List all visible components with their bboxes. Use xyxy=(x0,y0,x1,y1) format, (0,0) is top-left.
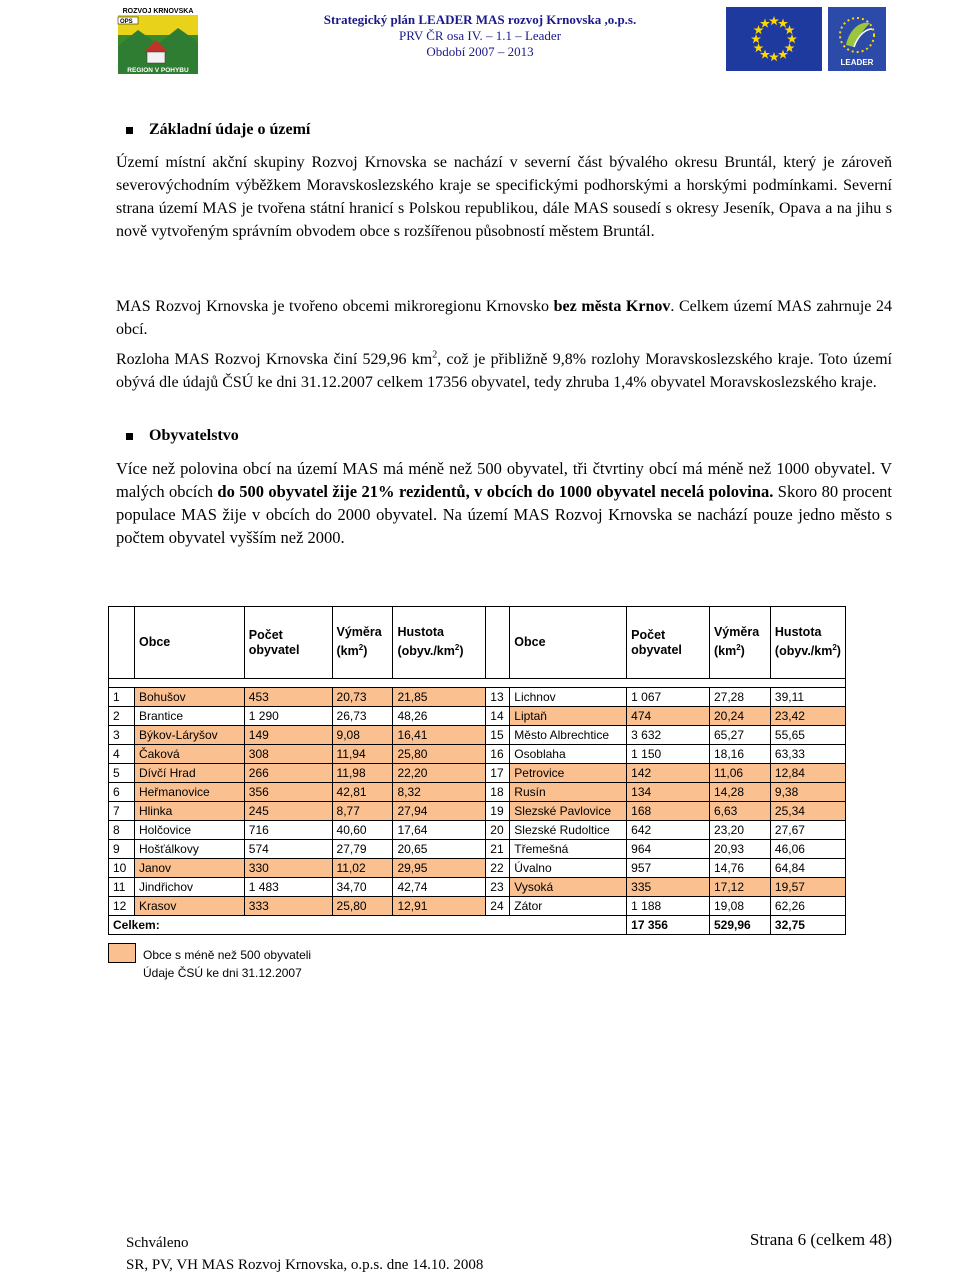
cell-area: 8,77 xyxy=(332,802,393,821)
cell-area: 14,76 xyxy=(709,859,770,878)
cell-dens: 23,42 xyxy=(770,707,845,726)
svg-text:OPS: OPS xyxy=(120,19,133,25)
cell-dens: 29,95 xyxy=(393,859,486,878)
cell-pop: 266 xyxy=(244,764,332,783)
cell-n: 9 xyxy=(109,840,135,859)
municipalities-table xyxy=(108,606,846,935)
cell-name: Holčovice xyxy=(134,821,244,840)
cell-name: Osoblaha xyxy=(510,745,627,764)
total-area: 529,96 xyxy=(709,916,770,935)
total-pop: 17 356 xyxy=(627,916,710,935)
header-close: ) xyxy=(740,644,745,659)
cell-name: Úvalno xyxy=(510,859,627,878)
header-pocet-right xyxy=(627,607,710,679)
cell-dens: 27,67 xyxy=(770,821,845,840)
cell-pop: 333 xyxy=(244,897,332,916)
total-label: Celkem: xyxy=(109,916,627,935)
p3-text-a: Rozloha MAS Rozvoj Krnovska činí 529,96 km xyxy=(116,351,433,368)
cell-pop: 1 188 xyxy=(627,897,710,916)
table-spacer-row xyxy=(109,679,846,688)
header-pocet-line1: Počet xyxy=(248,627,283,642)
cell-n: 12 xyxy=(109,897,135,916)
cell-area: 20,24 xyxy=(709,707,770,726)
cell-name: Brantice xyxy=(134,707,244,726)
cell-n: 20 xyxy=(486,821,510,840)
cell-dens: 21,85 xyxy=(393,688,486,707)
cell-dens: 19,57 xyxy=(770,878,845,897)
cell-pop: 964 xyxy=(627,840,710,859)
cell-dens: 16,41 xyxy=(393,726,486,745)
footer-approved: Schváleno xyxy=(126,1235,189,1251)
cell-area: 25,80 xyxy=(332,897,393,916)
cell-area: 20,73 xyxy=(332,688,393,707)
logo-graphic xyxy=(116,6,200,74)
cell-pop: 134 xyxy=(627,783,710,802)
cell-dens: 63,33 xyxy=(770,745,845,764)
cell-n: 24 xyxy=(486,897,510,916)
cell-name: Krasov xyxy=(134,897,244,916)
table-body xyxy=(109,688,846,916)
header-vymera-line2: (km xyxy=(713,644,737,659)
cell-dens: 48,26 xyxy=(393,707,486,726)
cell-name: Třemešná xyxy=(510,840,627,859)
header-vymera-right xyxy=(709,607,770,679)
cell-pop: 453 xyxy=(244,688,332,707)
header-obce-left: Obce xyxy=(134,607,244,679)
table-row xyxy=(109,783,846,802)
p2-text-c: . Celkem území MAS zahrnuje 24 obcí. xyxy=(116,298,892,338)
cell-n: 6 xyxy=(109,783,135,802)
eu-flag-icon xyxy=(726,7,822,71)
header-hustota-left xyxy=(393,607,486,679)
cell-pop: 3 632 xyxy=(627,726,710,745)
cell-pop: 1 067 xyxy=(627,688,710,707)
document-header xyxy=(250,12,710,60)
cell-n: 21 xyxy=(486,840,510,859)
cell-n: 23 xyxy=(486,878,510,897)
svg-text:REGION V POHYBU: REGION V POHYBU xyxy=(127,67,189,74)
cell-n: 10 xyxy=(109,859,135,878)
cell-area: 20,93 xyxy=(709,840,770,859)
header-sup: 2 xyxy=(358,643,364,653)
cell-dens: 42,74 xyxy=(393,878,486,897)
cell-n: 2 xyxy=(109,707,135,726)
cell-name: Město Albrechtice xyxy=(510,726,627,745)
cell-name: Býkov-Láryšov xyxy=(134,726,244,745)
cell-area: 11,98 xyxy=(332,764,393,783)
cell-pop: 474 xyxy=(627,707,710,726)
cell-area: 27,28 xyxy=(709,688,770,707)
table-legend xyxy=(143,946,311,982)
cell-pop: 1 483 xyxy=(244,878,332,897)
paragraph-area xyxy=(116,348,892,394)
total-dens: 32,75 xyxy=(770,916,845,935)
cell-pop: 716 xyxy=(244,821,332,840)
header-vymera-left xyxy=(332,607,393,679)
cell-name: Hošťálkovy xyxy=(134,840,244,859)
section-heading-population xyxy=(126,427,239,445)
cell-pop: 957 xyxy=(627,859,710,878)
cell-area: 42,81 xyxy=(332,783,393,802)
bullet-icon xyxy=(126,433,133,440)
cell-name: Vysoká xyxy=(510,878,627,897)
legend-line2: Údaje ČSÚ ke dni 31.12.2007 xyxy=(143,966,302,980)
header-pocet-line2: obyvatel xyxy=(248,642,300,657)
cell-area: 11,94 xyxy=(332,745,393,764)
header-program: PRV ČR osa IV. – 1.1 – Leader xyxy=(398,28,562,43)
cell-dens: 17,64 xyxy=(393,821,486,840)
header-hustota-line1: Hustota xyxy=(397,625,444,640)
table-row xyxy=(109,707,846,726)
header-sup: 2 xyxy=(832,643,837,653)
header-title: Strategický plán LEADER MAS rozvoj Krnovska ,o.p.s. xyxy=(323,12,637,27)
section-heading-basic-data xyxy=(126,121,310,139)
cell-n: 18 xyxy=(486,783,510,802)
cell-area: 11,06 xyxy=(709,764,770,783)
header-close: ) xyxy=(459,644,464,659)
header-vymera-line2: (km xyxy=(336,644,359,659)
cell-area: 9,08 xyxy=(332,726,393,745)
p2-text-a: MAS Rozvoj Krnovska je tvořeno obcemi mikroregionu Krnovsko xyxy=(116,298,554,315)
header-close: ) xyxy=(836,644,841,659)
header-obce-right: Obce xyxy=(510,607,627,679)
paragraph-population xyxy=(116,457,892,549)
header-pocet-left xyxy=(244,607,332,679)
cell-dens: 25,34 xyxy=(770,802,845,821)
table-row xyxy=(109,859,846,878)
cell-n: 7 xyxy=(109,802,135,821)
table-row xyxy=(109,878,846,897)
section-heading-text: Obyvatelstvo xyxy=(149,427,239,444)
cell-n: 8 xyxy=(109,821,135,840)
p2-text-bold: bez města Krnov xyxy=(553,298,671,315)
header-sup: 2 xyxy=(454,643,460,653)
cell-pop: 142 xyxy=(627,764,710,783)
header-close: ) xyxy=(363,644,368,659)
cell-dens: 9,38 xyxy=(770,783,845,802)
footer-approval-detail: SR, PV, VH MAS Rozvoj Krnovska, o.p.s. dne 14.10. 2008 xyxy=(126,1257,484,1273)
cell-area: 14,28 xyxy=(709,783,770,802)
pop-text-c: Skoro 80 procent populace MAS žije v obcích do 2000 obyvatel. Na území MAS Rozvoj Krnovska se nachází pouze jedno město s počtem obyvatel vyšším než 2000. xyxy=(116,482,892,547)
pop-text-bold: do 500 obyvatel žije 21% rezidentů, v obcích do 1000 obyvatel necelá polovina. xyxy=(217,482,774,501)
cell-area: 23,20 xyxy=(709,821,770,840)
spacer-cell xyxy=(109,679,846,688)
header-hustota-line1: Hustota xyxy=(774,625,822,640)
header-cell-num-left xyxy=(109,607,135,679)
legend-swatch xyxy=(108,943,136,963)
cell-name: Lichnov xyxy=(510,688,627,707)
cell-dens: 8,32 xyxy=(393,783,486,802)
cell-area: 6,63 xyxy=(709,802,770,821)
svg-text:ROZVOJ KRNOVSKA: ROZVOJ KRNOVSKA xyxy=(122,8,194,15)
paragraph-territory-text: Území místní akční skupiny Rozvoj Krnovska se nachází v severní část bývalého okresu Bruntál, který je zároveň severovýchodním výběžkem Moravskoslezského kraje se specifickými podhorskými a horskými podmínkami. Severní strana území MAS je tvořena státní hranicí s Polskou republikou, dále MAS sousedí s okresy Jeseník, Opava a na jihu s nově vytvořeným správním obvodem obce s rozšířenou působností městem Bruntál. xyxy=(116,154,892,240)
cell-name: Janov xyxy=(134,859,244,878)
header-hustota-line2: (obyv./km xyxy=(774,644,833,659)
cell-area: 19,08 xyxy=(709,897,770,916)
cell-n: 1 xyxy=(109,688,135,707)
cell-pop: 330 xyxy=(244,859,332,878)
cell-n: 14 xyxy=(486,707,510,726)
cell-dens: 46,06 xyxy=(770,840,845,859)
cell-name: Liptaň xyxy=(510,707,627,726)
cell-dens: 39,11 xyxy=(770,688,845,707)
cell-dens: 64,84 xyxy=(770,859,845,878)
cell-pop: 308 xyxy=(244,745,332,764)
cell-pop: 335 xyxy=(627,878,710,897)
cell-pop: 149 xyxy=(244,726,332,745)
legend-line1: Obce s méně než 500 obyvateli xyxy=(143,948,312,962)
cell-name: Zátor xyxy=(510,897,627,916)
cell-pop: 1 150 xyxy=(627,745,710,764)
cell-dens: 55,65 xyxy=(770,726,845,745)
cell-area: 18,16 xyxy=(709,745,770,764)
cell-n: 11 xyxy=(109,878,135,897)
header-hustota-line2: (obyv./km xyxy=(397,644,455,659)
header-sup: 2 xyxy=(736,643,741,653)
table-row xyxy=(109,688,846,707)
table-row xyxy=(109,897,846,916)
table-row xyxy=(109,726,846,745)
cell-name: Jindřichov xyxy=(134,878,244,897)
leader-logo xyxy=(828,7,886,71)
header-hustota-right xyxy=(770,607,845,679)
cell-n: 22 xyxy=(486,859,510,878)
header-pocet-line2: obyvatel xyxy=(631,642,682,657)
table-row xyxy=(109,802,846,821)
cell-name: Hlinka xyxy=(134,802,244,821)
cell-pop: 356 xyxy=(244,783,332,802)
cell-dens: 27,94 xyxy=(393,802,486,821)
table-row xyxy=(109,764,846,783)
paragraph-territory xyxy=(116,151,892,243)
cell-name: Rusín xyxy=(510,783,627,802)
cell-n: 3 xyxy=(109,726,135,745)
cell-area: 65,27 xyxy=(709,726,770,745)
header-period: Období 2007 – 2013 xyxy=(426,44,534,59)
header-cell-num-right xyxy=(486,607,510,679)
p3-superscript: 2 xyxy=(432,349,438,361)
cell-n: 13 xyxy=(486,688,510,707)
cell-area: 17,12 xyxy=(709,878,770,897)
cell-area: 27,79 xyxy=(332,840,393,859)
table-row xyxy=(109,840,846,859)
header-pocet-line1: Počet xyxy=(631,627,666,642)
cell-n: 4 xyxy=(109,745,135,764)
section-heading-text: Základní údaje o území xyxy=(149,121,311,138)
cell-pop: 642 xyxy=(627,821,710,840)
cell-n: 16 xyxy=(486,745,510,764)
table-total-row xyxy=(109,916,846,935)
cell-dens: 12,91 xyxy=(393,897,486,916)
page-number: Strana 6 (celkem 48) xyxy=(749,1230,892,1249)
footer-approval xyxy=(126,1232,483,1276)
cell-area: 26,73 xyxy=(332,707,393,726)
cell-area: 34,70 xyxy=(332,878,393,897)
cell-pop: 168 xyxy=(627,802,710,821)
table-row xyxy=(109,745,846,764)
cell-name: Slezské Pavlovice xyxy=(510,802,627,821)
mas-logo xyxy=(116,6,200,74)
cell-n: 5 xyxy=(109,764,135,783)
table-row xyxy=(109,821,846,840)
paragraph-municipalities xyxy=(116,295,892,341)
cell-name: Bohušov xyxy=(134,688,244,707)
cell-name: Heřmanovice xyxy=(134,783,244,802)
header-vymera-line1: Výměra xyxy=(336,625,382,640)
bullet-icon xyxy=(126,127,133,134)
cell-dens: 20,65 xyxy=(393,840,486,859)
header-vymera-line1: Výměra xyxy=(713,625,760,640)
cell-dens: 22,20 xyxy=(393,764,486,783)
cell-name: Petrovice xyxy=(510,764,627,783)
cell-n: 19 xyxy=(486,802,510,821)
p3-text-b: , což je přibližně 9,8% rozlohy Moravskoslezského kraje. Toto území obývá dle údajů ČSÚ ke dni 31.12.2007 celkem 17356 obyvatel, tedy zhruba 1,4% obyvatel Moravskoslezského kraje. xyxy=(116,351,892,391)
svg-text:LEADER: LEADER xyxy=(840,58,874,67)
cell-dens: 12,84 xyxy=(770,764,845,783)
cell-pop: 1 290 xyxy=(244,707,332,726)
cell-dens: 25,80 xyxy=(393,745,486,764)
cell-name: Slezské Rudoltice xyxy=(510,821,627,840)
cell-pop: 574 xyxy=(244,840,332,859)
cell-name: Čaková xyxy=(134,745,244,764)
cell-pop: 245 xyxy=(244,802,332,821)
cell-area: 11,02 xyxy=(332,859,393,878)
cell-name: Dívčí Hrad xyxy=(134,764,244,783)
table-header-row xyxy=(109,607,846,679)
pop-text-a: Více než polovina obcí na území MAS má méně než 500 obyvatel, tři čtvrtiny obcí má méně než 1000 obyvatel. V malých obcích xyxy=(116,459,892,501)
cell-n: 17 xyxy=(486,764,510,783)
cell-area: 40,60 xyxy=(332,821,393,840)
cell-dens: 62,26 xyxy=(770,897,845,916)
cell-n: 15 xyxy=(486,726,510,745)
